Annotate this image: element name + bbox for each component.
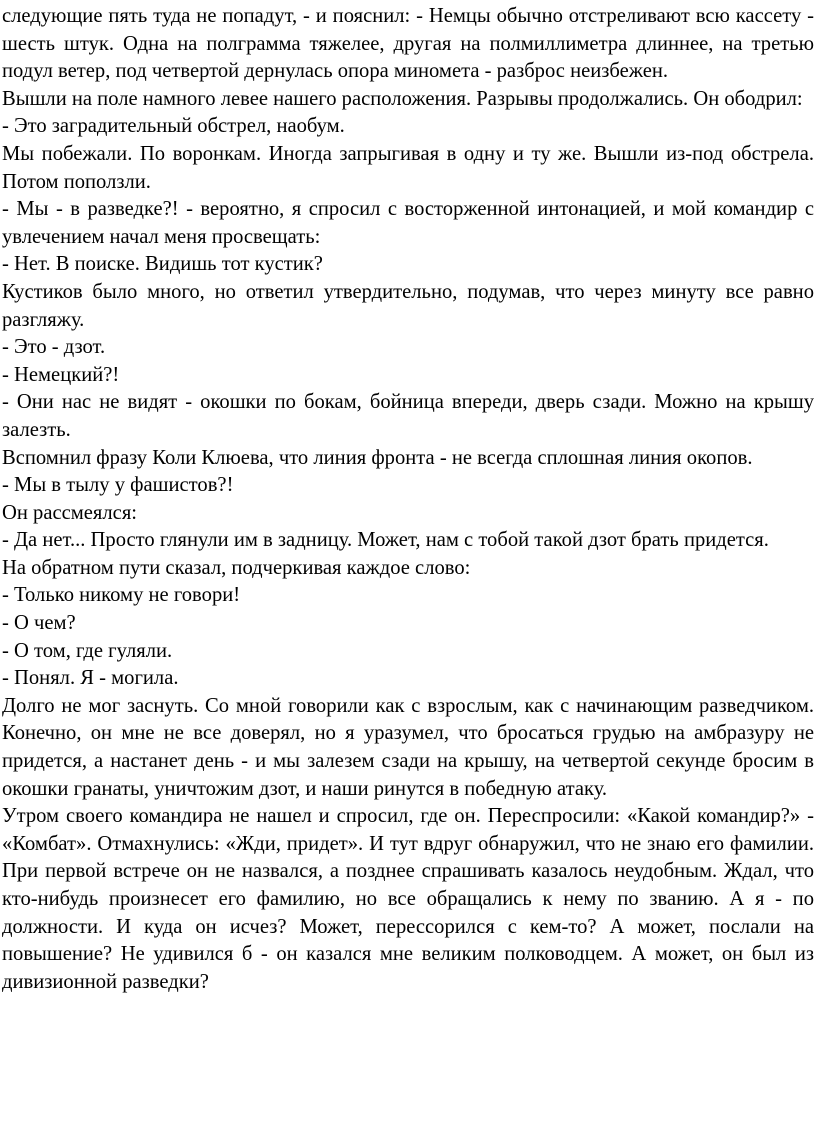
paragraph-10: - Они нас не видят - окошки по бокам, бойница впереди, дверь сзади. Можно на крышу залезть. [2,391,814,441]
paragraph-12: - Мы в тылу у фашистов?! [2,474,234,497]
paragraph-20: Долго не мог заснуть. Со мной говорили как с взрослым, как с начинающим разведчиком. Конечно, он мне не все доверял, но я уразумел, что бросаться грудью на амбразуру не придется, а настанет день - и мы залезем сзади на крышу, на четвертой секунде бросим в окошки гранаты, уничтожим дзот, и наши ринутся в победную атаку. [2,694,814,800]
paragraph-01: следующие пять туда не попадут, - и пояснил: - Немцы обычно отстреливают всю кассету - шесть штук. Одна на полграмма тяжелее, другая на полмиллиметра длиннее, на третью подул ветер, под четвертой дернулась опора миномета - разброс неизбежен. [2,5,814,83]
paragraph-14: - Да нет... Просто глянули им в задницу. Может, нам с тобой такой дзот брать придется. [2,529,769,552]
paragraph-18: - О том, где гуляли. [2,639,173,662]
paragraph-08: - Это - дзот. [2,336,106,359]
paragraph-09: - Немецкий?! [2,363,120,386]
paragraph-17: - О чем? [2,612,76,635]
paragraph-19: - Понял. Я - могила. [2,667,179,690]
paragraph-07: Кустиков было много, но ответил утвердительно, подумав, что через минуту все равно разгляжу. [2,280,814,331]
paragraph-04: Мы побежали. По воронкам. Иногда запрыгивая в одну и ту же. Вышли из-под обстрела. Потом поползли. [2,142,814,193]
paragraph-03: - Это заградительный обстрел, наобум. [2,115,345,138]
paragraph-02: Вышли на поле намного левее нашего расположения. Разрывы продолжались. Он ободрил: [2,87,803,110]
paragraph-05: - Мы - в разведке?! - вероятно, я спросил с восторженной интонацией, и мой командир с увлечением начал меня просвещать: [2,198,814,248]
paragraph-11: Вспомнил фразу Коли Клюева, что линия фронта - не всегда сплошная линия окопов. [2,446,753,469]
paragraph-16: - Только никому не говори! [2,584,241,607]
paragraph-21: Утром своего командира не нашел и спросил, где он. Переспросили: «Какой командир?» - «Комбат». Отмахнулись: «Жди, придет». И тут вдруг обнаружил, что не знаю его фамилии. При первой встрече он не назвался, а позднее спрашивать казалось неудобным. Ждал, что кто-нибудь произнесет его фамилию, но все обращались к нему по званию. А я - по должности. И куда он исчез? Может, перессорился с кем-то? А может, послали на повышение? Не удивился б - он казался мне великим полководцем. А может, он был из дивизионной разведки? [2,805,814,993]
paragraph-15: На обратном пути сказал, подчеркивая каждое слово: [2,556,471,579]
paragraph-13: Он рассмеялся: [2,501,138,524]
paragraph-06: - Нет. В поиске. Видишь тот кустик? [2,253,323,276]
